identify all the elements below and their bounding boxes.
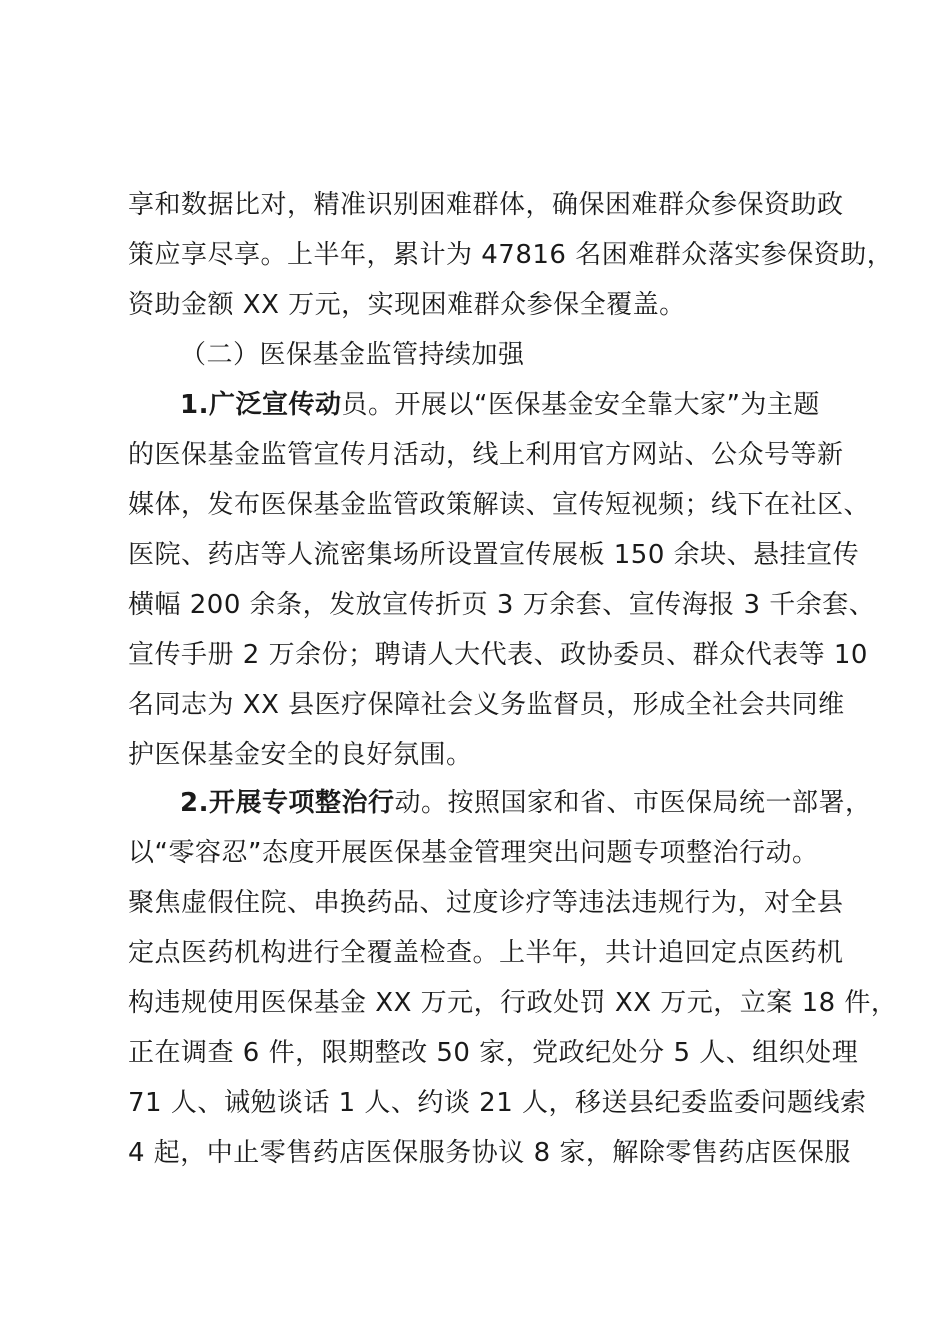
paragraph-line: 71 人、诫勉谈话 1 人、约谈 21 人，移送县纪委监委问题线索 bbox=[128, 1088, 867, 1118]
section-heading: （二）医保基金监管持续加强 bbox=[180, 340, 525, 370]
paragraph-line bbox=[180, 392, 820, 418]
paragraph-line: 名同志为 XX 县医疗保障社会义务监督员，形成全社会共同维 bbox=[128, 690, 845, 720]
paragraph-line: 护医保基金安全的良好氛围。 bbox=[128, 740, 473, 770]
paragraph-text: 员。开展以“医保基金安全靠大家”为主题 bbox=[341, 390, 820, 420]
subheading: 1.广泛宣传动 bbox=[180, 390, 342, 420]
paragraph-line bbox=[180, 790, 871, 816]
paragraph-line: 的医保基金监管宣传月活动，线上利用官方网站、公众号等新 bbox=[128, 440, 844, 470]
paragraph-text: 动。按照国家和省、市医保局统一部署， bbox=[394, 788, 872, 818]
paragraph-line: 资助金额 XX 万元，实现困难群众参保全覆盖。 bbox=[128, 290, 686, 320]
paragraph-line: 媒体，发布医保基金监管政策解读、宣传短视频；线下在社区、 bbox=[128, 490, 871, 520]
subheading: 2.开展专项整治行 bbox=[180, 788, 395, 818]
paragraph-line: 构违规使用医保基金 XX 万元，行政处罚 XX 万元，立案 18 件， bbox=[128, 988, 898, 1018]
paragraph-line: 策应享尽享。上半年，累计为 47816 名困难群众落实参保资助， bbox=[128, 240, 894, 270]
paragraph-line: 定点医药机构进行全覆盖检查。上半年，共计追回定点医药机 bbox=[128, 938, 844, 968]
paragraph-line: 以“零容忍”态度开展医保基金管理突出问题专项整治行动。 bbox=[128, 838, 819, 868]
paragraph-line: 横幅 200 余条，发放宣传折页 3 万余套、宣传海报 3 千余套、 bbox=[128, 590, 876, 620]
paragraph-line: 宣传手册 2 万余份；聘请人大代表、政协委员、群众代表等 10 bbox=[128, 640, 868, 670]
paragraph-line: 享和数据比对，精准识别困难群体，确保困难群众参保资助政 bbox=[128, 190, 844, 220]
paragraph-line: 4 起，中止零售药店医保服务协议 8 家，解除零售药店医保服 bbox=[128, 1138, 851, 1168]
paragraph-line: 聚焦虚假住院、串换药品、过度诊疗等违法违规行为，对全县 bbox=[128, 888, 844, 918]
paragraph-line: 医院、药店等人流密集场所设置宣传展板 150 余块、悬挂宣传 bbox=[128, 540, 860, 570]
paragraph-line: 正在调查 6 件，限期整改 50 家，党政纪处分 5 人、组织处理 bbox=[128, 1038, 859, 1068]
